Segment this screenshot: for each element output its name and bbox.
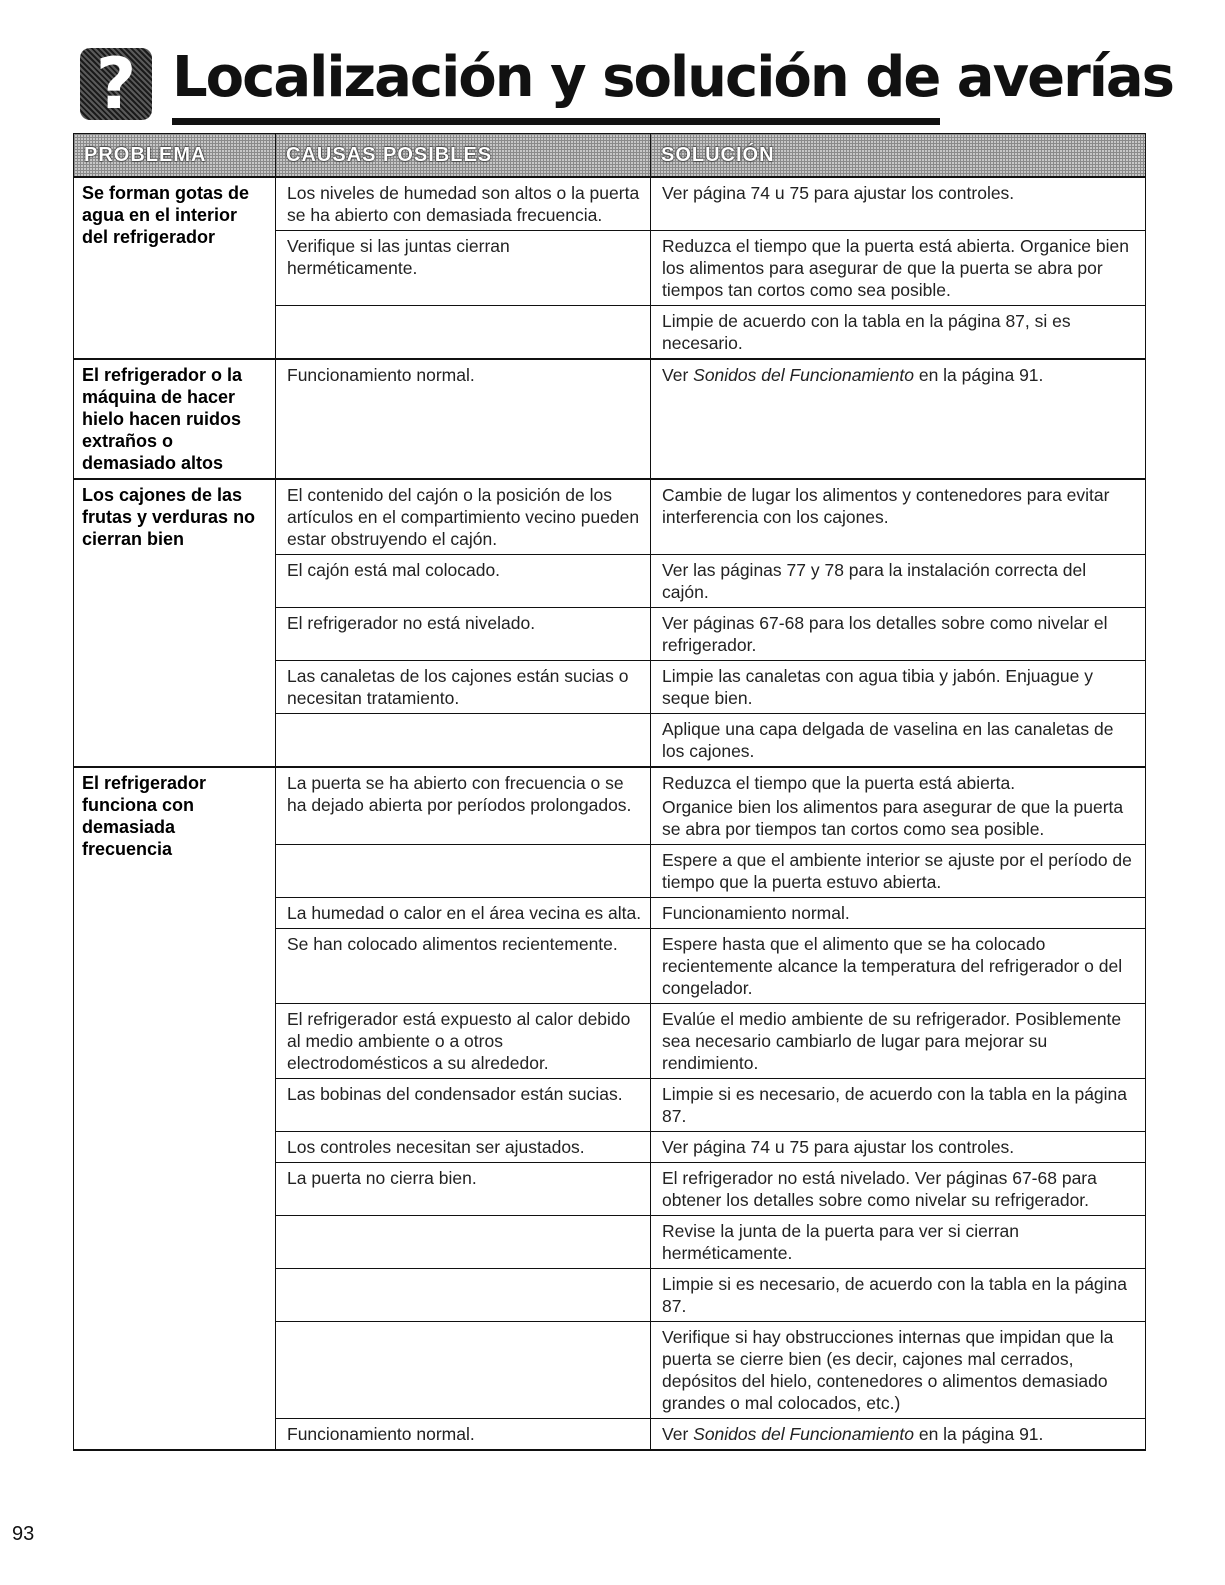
cause-cell: El refrigerador no está nivelado. bbox=[276, 608, 651, 661]
solution-reference: Sonidos del Funcionamiento bbox=[693, 1424, 914, 1444]
solution-cell bbox=[651, 1419, 1146, 1451]
solution-text: Funcionamiento normal. bbox=[662, 903, 850, 923]
solution-cell bbox=[651, 767, 1146, 845]
cause-cell bbox=[276, 306, 651, 360]
solution-text: Revise la junta de la puerta para ver si cierran herméticamente. bbox=[662, 1221, 1019, 1263]
title-underline bbox=[172, 118, 940, 125]
page-title: Localización y solución de averías bbox=[172, 45, 1174, 110]
cause-cell: Los niveles de humedad son altos o la puerta se ha abierto con demasiada frecuencia. bbox=[276, 177, 651, 231]
solution-cell bbox=[651, 555, 1146, 608]
cause-cell bbox=[276, 1216, 651, 1269]
solution-cell bbox=[651, 479, 1146, 555]
table-row bbox=[74, 767, 1146, 845]
solution-text: El refrigerador no está nivelado. Ver páginas 67-68 para obtener los detalles sobre como nivelar su refrigerador. bbox=[662, 1168, 1097, 1210]
solution-text bbox=[662, 1423, 1137, 1445]
solution-text: Ver páginas 67-68 para los detalles sobre como nivelar el refrigerador. bbox=[662, 613, 1108, 655]
question-mark-icon: ? bbox=[80, 48, 152, 120]
solution-text: Ver las páginas 77 y 78 para la instalación correcta del cajón. bbox=[662, 560, 1087, 602]
solution-cell bbox=[651, 359, 1146, 479]
solution-text: Espere a que el ambiente interior se ajuste por el período de tiempo que la puerta estuvo abierta. bbox=[662, 850, 1132, 892]
solution-cell bbox=[651, 1216, 1146, 1269]
solution-text: Evalúe el medio ambiente de su refrigerador. Posiblemente sea necesario cambiarlo de lugar para mejorar su rendimiento. bbox=[662, 1009, 1122, 1073]
solution-cell bbox=[651, 1079, 1146, 1132]
solution-cell bbox=[651, 1269, 1146, 1322]
solution-text: Limpie de acuerdo con la tabla en la página 87, si es necesario. bbox=[662, 311, 1071, 353]
table-row bbox=[74, 359, 1146, 479]
solution-text: Aplique una capa delgada de vaselina en las canaletas de los cajones. bbox=[662, 719, 1114, 761]
cause-cell: Se han colocado alimentos recientemente. bbox=[276, 929, 651, 1004]
problem-cell: Los cajones de las frutas y verduras no cierran bien bbox=[74, 479, 276, 767]
table-header-row bbox=[74, 134, 1146, 178]
troubleshooting-table bbox=[73, 133, 1146, 1451]
solution-reference: Sonidos del Funcionamiento bbox=[693, 365, 914, 385]
cause-cell: El cajón está mal colocado. bbox=[276, 555, 651, 608]
solution-text: Limpie si es necesario, de acuerdo con la tabla en la página 87. bbox=[662, 1274, 1128, 1316]
cause-cell bbox=[276, 1322, 651, 1419]
solution-cell bbox=[651, 177, 1146, 231]
solution-text: Ver página 74 u 75 para ajustar los controles. bbox=[662, 1137, 1015, 1157]
solution-cell bbox=[651, 1004, 1146, 1079]
solution-cell bbox=[651, 1163, 1146, 1216]
cause-cell: Funcionamiento normal. bbox=[276, 359, 651, 479]
page-number: 93 bbox=[12, 1523, 35, 1545]
solution-text: Organice bien los alimentos para asegurar de que la puerta se abra por tiempos tan cortos como sea posible. bbox=[662, 797, 1124, 839]
solution-text: Reduzca el tiempo que la puerta está abierta. Organice bien los alimentos para asegurar de que la puerta se abra por tiempos tan cortos como sea posible. bbox=[662, 236, 1129, 300]
column-header-problem: PROBLEMA bbox=[74, 134, 276, 178]
cause-cell bbox=[276, 845, 651, 898]
solution-text: Limpie si es necesario, de acuerdo con la tabla en la página 87. bbox=[662, 1084, 1128, 1126]
cause-cell: Las bobinas del condensador están sucias. bbox=[276, 1079, 651, 1132]
solution-cell bbox=[651, 898, 1146, 929]
solution-cell bbox=[651, 1322, 1146, 1419]
solution-cell bbox=[651, 1132, 1146, 1163]
solution-cell bbox=[651, 661, 1146, 714]
solution-text-tail: en la página 91. bbox=[913, 1424, 1044, 1444]
cause-cell bbox=[276, 1269, 651, 1322]
cause-cell: El contenido del cajón o la posición de los artículos en el compartimiento vecino pueden estar obstruyendo el cajón. bbox=[276, 479, 651, 555]
cause-cell: La humedad o calor en el área vecina es alta. bbox=[276, 898, 651, 929]
solution-cell bbox=[651, 306, 1146, 360]
cause-cell: La puerta no cierra bien. bbox=[276, 1163, 651, 1216]
solution-cell bbox=[651, 845, 1146, 898]
solution-text: Verifique si hay obstrucciones internas que impidan que la puerta se cierre bien (es decir, cajones mal cerrados, depósitos del hielo, contenedores o alimentos demasiado grandes o mal colocados, etc.) bbox=[662, 1327, 1114, 1413]
cause-cell: Verifique si las juntas cierran herméticamente. bbox=[276, 231, 651, 306]
solution-cell bbox=[651, 714, 1146, 768]
solution-text: Cambie de lugar los alimentos y contenedores para evitar interferencia con los cajones. bbox=[662, 485, 1110, 527]
solution-text-tail: en la página 91. bbox=[913, 365, 1044, 385]
solution-cell bbox=[651, 929, 1146, 1004]
solution-text: Espere hasta que el alimento que se ha colocado recientemente alcance la temperatura del refrigerador o del congelador. bbox=[662, 934, 1123, 998]
problem-cell: El refrigerador o la máquina de hacer hielo hacen ruidos extraños o demasiado altos bbox=[74, 359, 276, 479]
table-row bbox=[74, 177, 1146, 231]
solution-text: Reduzca el tiempo que la puerta está abierta. bbox=[662, 773, 1016, 793]
problem-cell: Se forman gotas de agua en el interior del refrigerador bbox=[74, 177, 276, 359]
solution-text: Ver página 74 u 75 para ajustar los controles. bbox=[662, 183, 1015, 203]
table-row bbox=[74, 479, 1146, 555]
column-header-causes: CAUSAS POSIBLES bbox=[276, 134, 651, 178]
cause-cell: El refrigerador está expuesto al calor debido al medio ambiente o a otros electrodomésticos a su alrededor. bbox=[276, 1004, 651, 1079]
solution-text bbox=[662, 364, 1137, 386]
cause-cell bbox=[276, 714, 651, 768]
solution-text: Limpie las canaletas con agua tibia y jabón. Enjuague y seque bien. bbox=[662, 666, 1093, 708]
cause-cell: Las canaletas de los cajones están sucias o necesitan tratamiento. bbox=[276, 661, 651, 714]
problem-cell: El refrigerador funciona con demasiada frecuencia bbox=[74, 767, 276, 1450]
solution-cell bbox=[651, 608, 1146, 661]
solution-cell bbox=[651, 231, 1146, 306]
column-header-solution: SOLUCIÓN bbox=[651, 134, 1146, 178]
cause-cell: Los controles necesitan ser ajustados. bbox=[276, 1132, 651, 1163]
solution-text-lead: Ver bbox=[662, 1424, 694, 1444]
cause-cell: Funcionamiento normal. bbox=[276, 1419, 651, 1451]
page-header bbox=[80, 38, 1174, 130]
table-body bbox=[74, 177, 1146, 1450]
cause-cell: La puerta se ha abierto con frecuencia o se ha dejado abierta por períodos prolongados. bbox=[276, 767, 651, 845]
solution-text-lead: Ver bbox=[662, 365, 694, 385]
